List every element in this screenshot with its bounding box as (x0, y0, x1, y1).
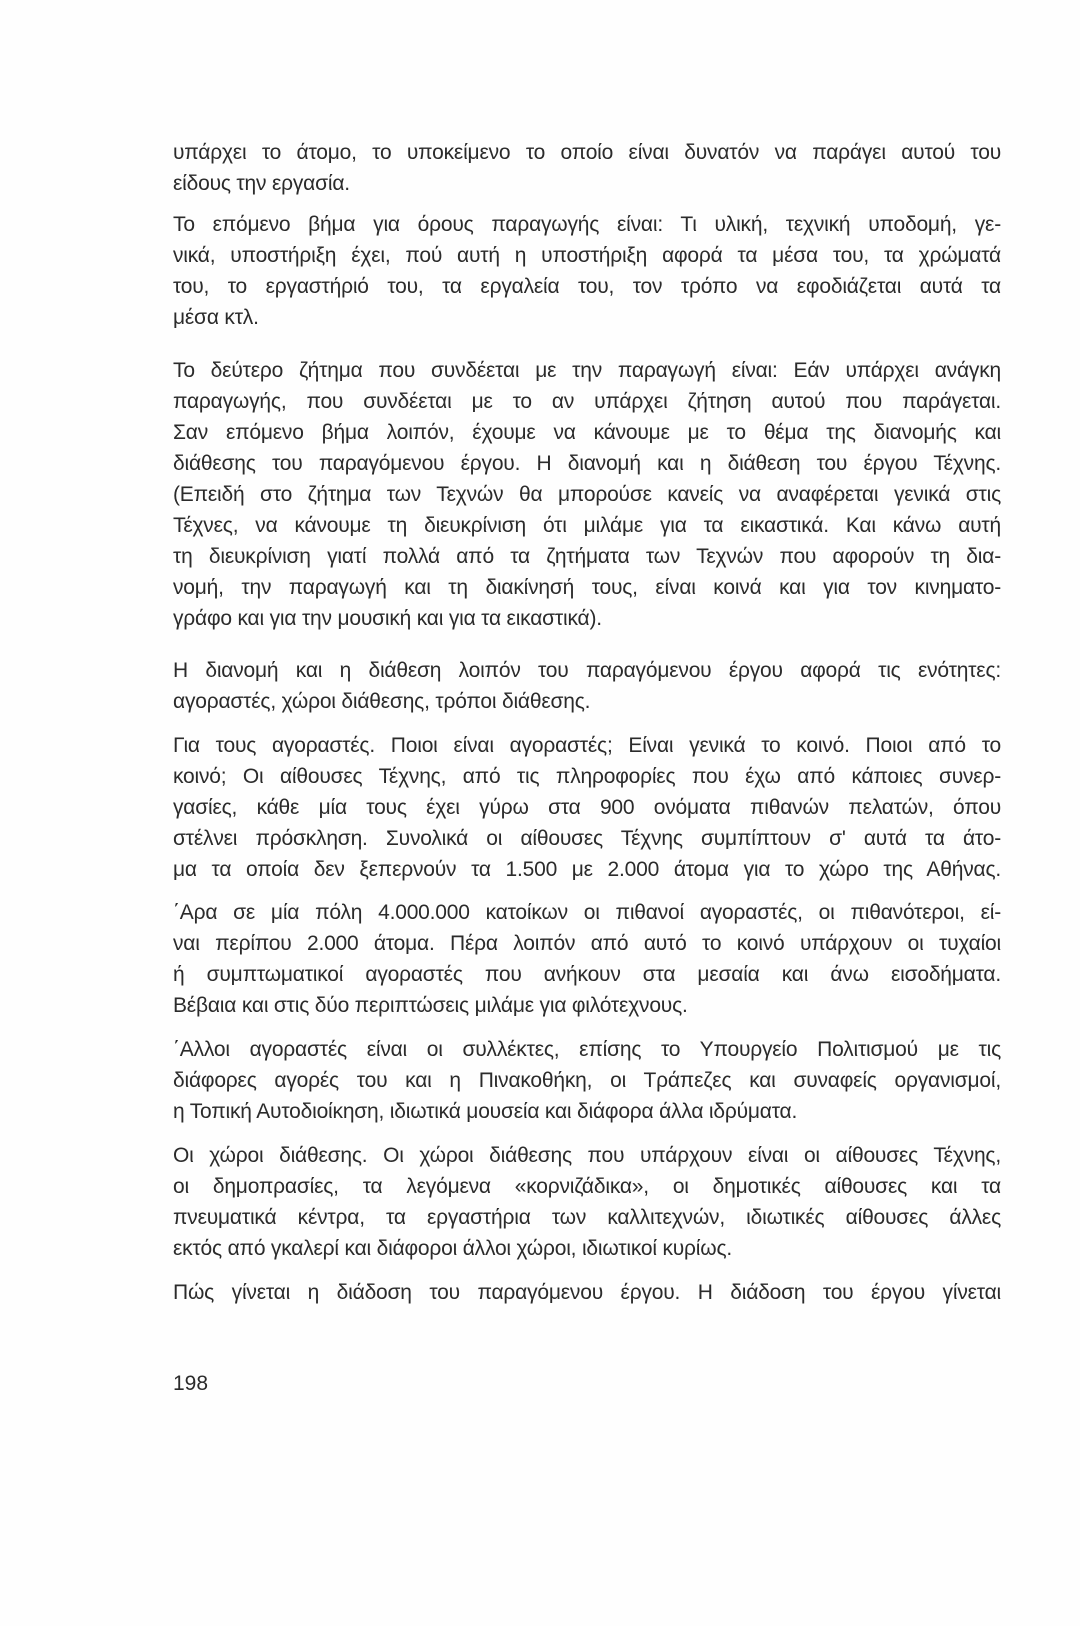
text-line: Πώς γίνεται η διάδοση του παραγόμενου έργου. Η διάδοση του έργου γίνεται (173, 1281, 1001, 1304)
text-line: υπάρχει το άτομο, το υποκείμενο το οποίο είναι δυνατόν να παράγει αυτού του (173, 141, 1001, 164)
text-line: κοινό; Οι αίθουσες Τέχνης, από τις πληροφορίες που έχω από κάποιες συνερ- (173, 765, 1001, 788)
text-line: διάθεσης του παραγόμενου έργου. Η διανομή και η διάθεση του έργου Τέχνης. (173, 452, 1001, 475)
text-line: ναι περίπου 2.000 άτομα. Πέρα λοιπόν από αυτό το κοινό υπάρχουν οι τυχαίοι (173, 932, 1001, 955)
page-number: 198 (173, 1372, 209, 1395)
text-line: εκτός από γκαλερί και διάφοροι άλλοι χώροι, ιδιωτικοί κυρίως. (173, 1237, 732, 1260)
text-line: ΄Αλλοι αγοραστές είναι οι συλλέκτες, επίσης το Υπουργείο Πολιτισμού με τις (173, 1038, 1001, 1061)
text-line: πνευματικά κέντρα, τα εργαστήρια των καλλιτεχνών, ιδιωτικές αίθουσες άλλες (173, 1206, 1001, 1229)
text-line: Η διανομή και η διάθεση λοιπόν του παραγόμενου έργου αφορά τις ενότητες: (173, 659, 1001, 682)
text-line: ΄Αρα σε μία πόλη 4.000.000 κατοίκων οι πιθανοί αγοραστές, οι πιθανότεροι, εί- (173, 901, 1001, 924)
text-line: νικά, υποστήριξη έχει, πού αυτή η υποστήριξη αφορά τα μέσα του, τα χρώματά (173, 244, 1001, 267)
text-line: στέλνει πρόσκληση. Συνολικά οι αίθουσες Τέχνης συμπίπτουν σ' αυτά τα άτο- (173, 827, 1001, 850)
text-line: Το δεύτερο ζήτημα που συνδέεται με την παραγωγή είναι: Εάν υπάρχει ανάγκη (173, 359, 1001, 382)
text-line: (Επειδή στο ζήτημα των Τεχνών θα μπορούσε κανείς να αναφέρεται γενικά στις (173, 483, 1001, 506)
text-line: Για τους αγοραστές. Ποιοι είναι αγοραστές; Είναι γενικά το κοινό. Ποιοι από το (173, 734, 1001, 757)
text-line: Βέβαια και στις δύο περιπτώσεις μιλάμε για φιλότεχνους. (173, 994, 688, 1017)
text-line: οι δημοπρασίες, τα λεγόμενα «κορνιζάδικα», οι δημοτικές αίθουσες και τα (173, 1175, 1001, 1198)
text-line: η Τοπική Αυτοδιοίκηση, ιδιωτικά μουσεία και διάφορα άλλα ιδρύματα. (173, 1100, 798, 1123)
text-line: αγοραστές, χώροι διάθεσης, τρόποι διάθεσης. (173, 690, 591, 713)
text-line: νομή, την παραγωγή και τη διακίνησή τους, είναι κοινά και για τον κινηματο- (173, 576, 1001, 599)
text-line: είδους την εργασία. (173, 172, 350, 195)
text-line: Οι χώροι διάθεσης. Οι χώροι διάθεσης που υπάρχουν είναι οι αίθουσες Τέχνης, (173, 1144, 1001, 1167)
text-line: διάφορες αγορές του και η Πινακοθήκη, οι Τράπεζες και συναφείς οργανισμοί, (173, 1069, 1001, 1092)
text-line: Το επόμενο βήμα για όρους παραγωγής είναι: Τι υλική, τεχνική υποδομή, γε- (173, 213, 1001, 236)
text-line: γασίες, κάθε μία τους έχει γύρω στα 900 ονόματα πιθανών πελατών, όπου (173, 796, 1001, 819)
text-line: γράφο και για την μουσική και για τα εικαστικά). (173, 607, 602, 630)
text-line: του, το εργαστήριό του, τα εργαλεία του, τον τρόπο να εφοδιάζεται αυτά τα (173, 275, 1001, 298)
text-line: ή συμπτωματικοί αγοραστές που ανήκουν στα μεσαία και άνω εισοδήματα. (173, 963, 1001, 986)
text-line: Σαν επόμενο βήμα λοιπόν, έχουμε να κάνουμε με το θέμα της διανομής και (173, 421, 1001, 444)
text-line: μα τα οποία δεν ξεπερνούν τα 1.500 με 2.000 άτομα για το χώρο της Αθήνας. (173, 858, 1001, 881)
text-line: παραγωγής, που συνδέεται με το αν υπάρχει ζήτηση αυτού που παράγεται. (173, 390, 1001, 413)
text-line: μέσα κτλ. (173, 306, 259, 329)
text-line: Τέχνες, να κάνουμε τη διευκρίνιση ότι μιλάμε για τα εικαστικά. Και κάνω αυτή (173, 514, 1001, 537)
text-line: τη διευκρίνιση γιατί πολλά από τα ζητήματα των Τεχνών που αφορούν τη δια- (173, 545, 1001, 568)
